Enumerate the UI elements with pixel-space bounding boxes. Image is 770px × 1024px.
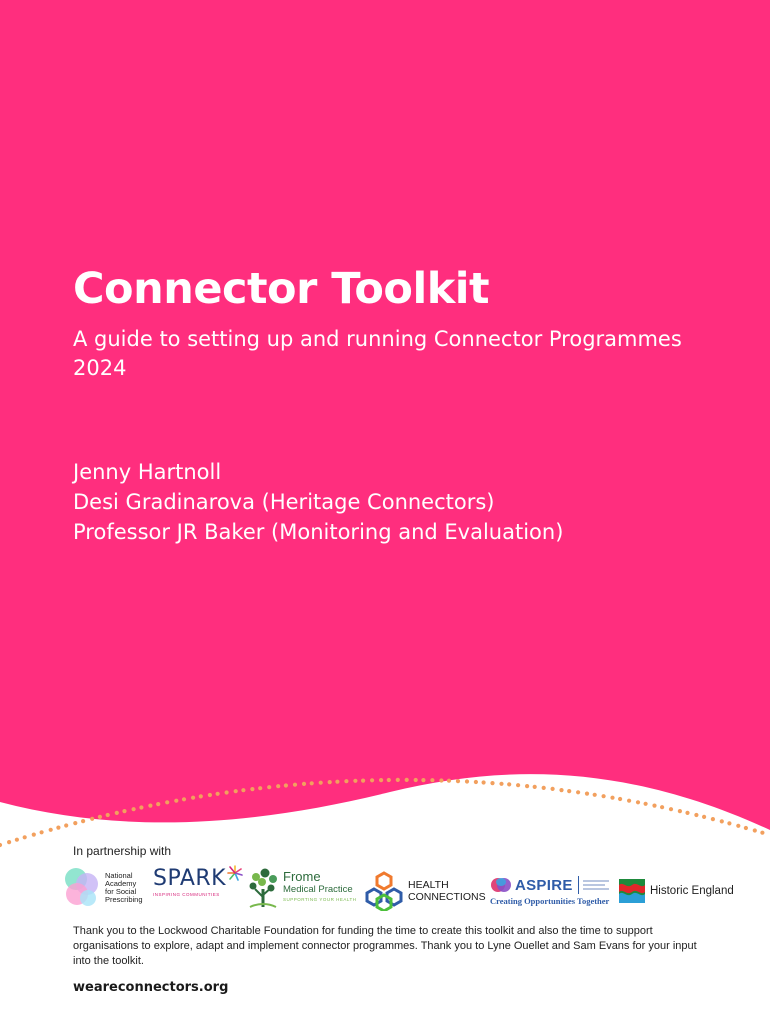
- subtitle-year: 2024: [73, 356, 127, 380]
- wave-dot: [344, 779, 348, 783]
- wave-dot: [208, 793, 212, 797]
- wave-dot: [191, 796, 195, 800]
- frome-logo: [246, 867, 357, 911]
- wave-dot: [370, 778, 374, 782]
- wave-dot: [319, 781, 323, 785]
- frome-name: Frome: [283, 869, 321, 884]
- wave-dot: [7, 840, 11, 844]
- wave-dot: [328, 780, 332, 784]
- nasp-line: for Social: [105, 887, 137, 896]
- author-name: Professor JR Baker (Monitoring and Evaluation): [73, 520, 564, 544]
- nasp-line: Prescribing: [105, 895, 143, 904]
- wave-dot: [361, 779, 365, 783]
- nasp-logo-text: [105, 872, 143, 904]
- wave-dot: [148, 804, 152, 808]
- wave-dot: [736, 824, 740, 828]
- wave-dot: [720, 819, 724, 823]
- wave-dot: [636, 800, 640, 804]
- wave-dot: [106, 813, 110, 817]
- wave-dot: [40, 830, 44, 834]
- historic-england-name: Historic England: [650, 885, 734, 897]
- wave-dot: [474, 780, 478, 784]
- wave-dot: [216, 792, 220, 796]
- wave-dot: [533, 785, 537, 789]
- wave-dot: [225, 790, 229, 794]
- wave-dot: [182, 797, 186, 801]
- wave-dot: [567, 789, 571, 793]
- star-burst-icon: [227, 865, 243, 881]
- spark-logo: [153, 868, 243, 897]
- wave-dot: [542, 786, 546, 790]
- wave-dot: [81, 819, 85, 823]
- wave-dot: [593, 793, 597, 797]
- wave-dot: [652, 804, 656, 808]
- wave-dot: [421, 778, 425, 782]
- wave-dot: [414, 778, 418, 782]
- spark-name: SPARK: [153, 866, 227, 891]
- wave-dot: [90, 817, 94, 821]
- wave-dot: [439, 778, 443, 782]
- spark-tagline: INSPIRING COMMUNITIES: [153, 892, 220, 897]
- wave-dot: [387, 778, 391, 782]
- wave-dot: [293, 783, 297, 787]
- wave-dot: [678, 809, 682, 813]
- wave-dot: [396, 778, 400, 782]
- wave-dot: [15, 838, 19, 842]
- wave-dot: [430, 778, 434, 782]
- nasp-line: National: [105, 871, 133, 880]
- wave-flag-icon: [619, 879, 645, 903]
- wave-dot: [276, 784, 280, 788]
- wave-dot: [490, 781, 494, 785]
- wave-dot: [156, 802, 160, 806]
- wave-dot: [139, 805, 143, 809]
- wave-dot: [744, 826, 748, 830]
- wave-dot: [660, 805, 664, 809]
- author-name: Jenny Hartnoll: [73, 460, 222, 484]
- wave-dot: [353, 779, 357, 783]
- wave-dot: [0, 843, 2, 847]
- wave-dot: [49, 828, 53, 832]
- aspire-tagline: Creating Opportunities Together: [490, 896, 610, 906]
- wave-dot: [602, 794, 606, 798]
- wave-dot: [685, 811, 689, 815]
- wave-dot: [447, 779, 451, 783]
- wave-dot: [379, 778, 383, 782]
- wave-dot: [525, 784, 529, 788]
- wave-dot: [465, 779, 469, 783]
- wave-dot: [64, 823, 68, 827]
- wave-dot: [559, 788, 563, 792]
- author-list: [73, 457, 563, 547]
- tree-icon: [246, 867, 280, 911]
- wave-dot: [241, 788, 245, 792]
- wave-dot: [250, 787, 254, 791]
- wave-dot: [644, 802, 648, 806]
- wave-dot: [115, 811, 119, 815]
- wave-dot: [122, 809, 126, 813]
- website-link[interactable]: weareconnectors.org: [73, 980, 229, 995]
- wave-dot: [165, 800, 169, 804]
- historic-england-logo: [619, 879, 734, 903]
- wave-dot: [199, 794, 203, 798]
- wave-dot: [284, 783, 288, 787]
- brain-icon: [490, 876, 512, 894]
- wave-dot: [618, 797, 622, 801]
- wave-dot: [132, 807, 136, 811]
- partners-heading: In partnership with: [73, 844, 172, 858]
- hexagon-cluster-icon: [364, 871, 404, 911]
- wave-dot: [760, 831, 764, 835]
- aspire-name: ASPIRE: [515, 876, 573, 894]
- wave-dot: [711, 817, 715, 821]
- aspire-logo: [490, 876, 609, 906]
- wave-dot: [585, 792, 589, 796]
- frome-tagline: SUPPORTING YOUR HEALTH: [283, 897, 357, 902]
- nasp-logo: [62, 866, 143, 910]
- wave-dot: [456, 779, 460, 783]
- wave-dot: [234, 789, 238, 793]
- hc-line: HEALTH: [408, 879, 449, 891]
- wave-dot: [516, 783, 520, 787]
- acknowledgements-text: Thank you to the Lockwood Charitable Foundation for funding the time to create this toolkit and also the time to support organisations to explore, adapt and implement connector programmes. Thank you to Lyne Ouellet and Sam Evans for your input into the toolkit.: [73, 925, 697, 967]
- wave-dot: [73, 821, 77, 825]
- wave-dot: [56, 826, 60, 830]
- wave-dot: [610, 796, 614, 800]
- wave-dot: [23, 835, 27, 839]
- overlapping-circles-logo-icon: [62, 866, 102, 910]
- hc-line: CONNECTIONS: [408, 891, 486, 903]
- wave-dot: [310, 781, 314, 785]
- wave-dot: [335, 780, 339, 784]
- wave-dot: [627, 799, 631, 803]
- wave-dot: [174, 799, 178, 803]
- wave-dot: [302, 782, 306, 786]
- health-connections-text: [408, 879, 486, 903]
- wave-dot: [753, 828, 757, 832]
- wave-dot: [576, 790, 580, 794]
- aspire-divider: [578, 876, 579, 894]
- wave-dot: [267, 785, 271, 789]
- wave-dot: [507, 782, 511, 786]
- wave-dot: [499, 782, 503, 786]
- wave-dot: [669, 807, 673, 811]
- document-subtitle: [73, 325, 733, 383]
- wave-dot: [405, 778, 409, 782]
- wave-dot: [727, 821, 731, 825]
- subtitle-line: A guide to setting up and running Connector Programmes: [73, 327, 682, 351]
- aspire-fineprint-lines: [583, 878, 609, 892]
- health-connections-logo: [364, 871, 486, 911]
- wave-dot: [258, 786, 262, 790]
- wave-dot: [32, 833, 36, 837]
- document-title: Connector Toolkit: [73, 264, 490, 314]
- nasp-line: Academy: [105, 879, 137, 888]
- wave-dot: [551, 787, 555, 791]
- wave-dot: [98, 815, 102, 819]
- frome-subname: Medical Practice: [283, 884, 353, 895]
- wave-dot: [694, 813, 698, 817]
- author-name: Desi Gradinarova (Heritage Connectors): [73, 490, 495, 514]
- wave-dot: [482, 780, 486, 784]
- wave-dot: [702, 815, 706, 819]
